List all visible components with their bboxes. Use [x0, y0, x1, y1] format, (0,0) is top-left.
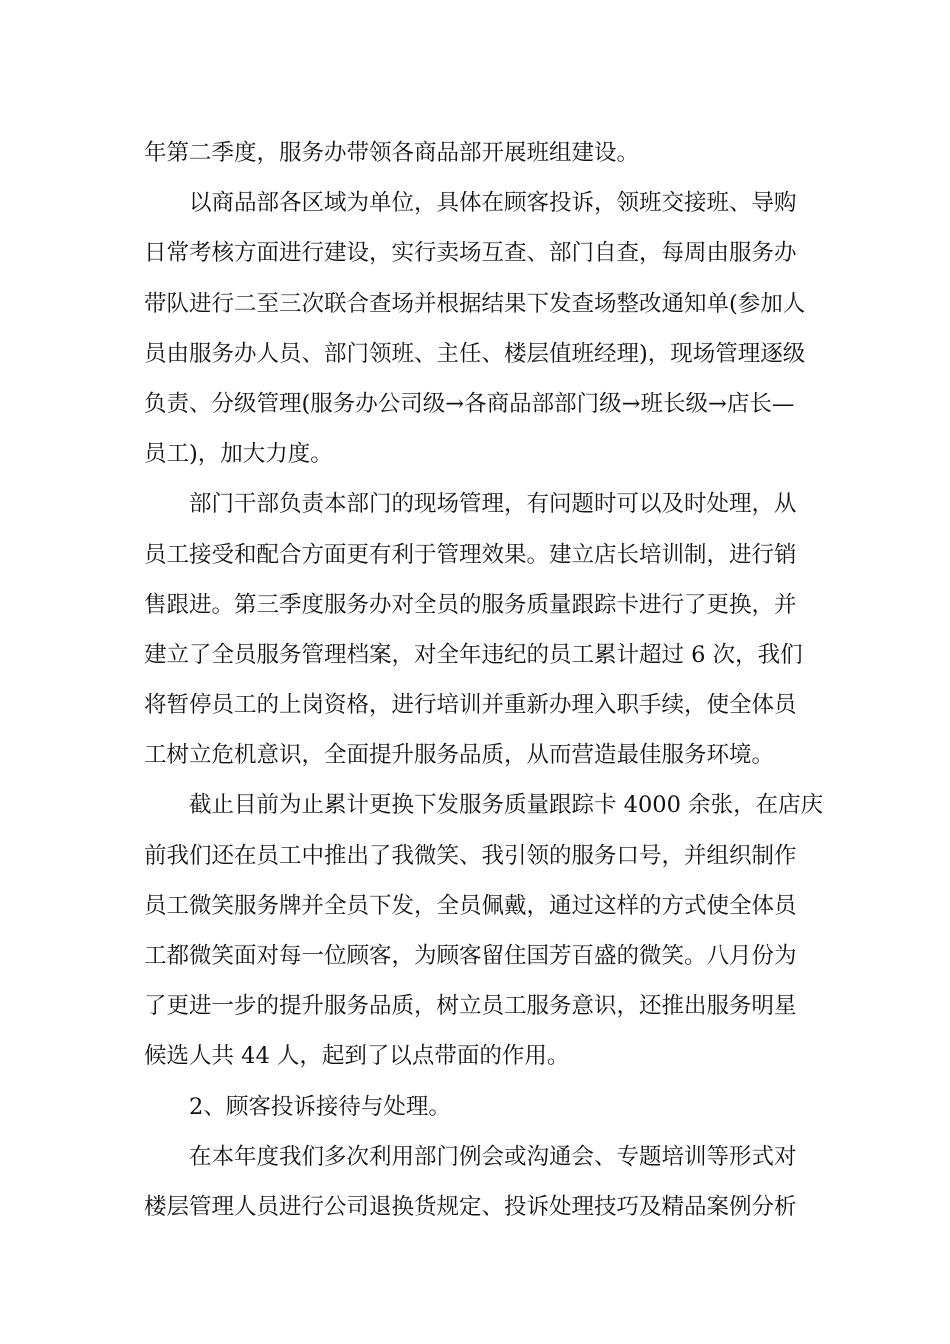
paragraph-line: 楼层管理人员进行公司退换货规定、投诉处理技巧及精品案例分析 — [144, 1193, 797, 1220]
paragraph-line: 售跟进。第三季度服务办对全员的服务质量跟踪卡进行了更换，并 — [144, 591, 797, 618]
paragraph-line: 工都微笑面对每一位顾客，为顾客留住国芳百盛的微笑。八月份为 — [144, 943, 797, 969]
paragraph-line: 在本年度我们多次利用部门例会或沟通会、专题培训等形式对 — [189, 1143, 797, 1170]
paragraph-line: 负责、分级管理(服务办公司级→各商品部部门级→班长级→店长— — [144, 390, 795, 417]
paragraph-line: 员由服务办人员、部门领班、主任、楼层值班经理)，现场管理逐级 — [144, 340, 806, 367]
paragraph-line: 员工)，加大力度。 — [144, 441, 333, 468]
paragraph-line: 建立了全员服务管理档案，对全年违纪的员工累计超过 6 次，我们 — [144, 641, 803, 668]
document-body — [144, 128, 824, 1232]
paragraph-line: 了更进一步的提升服务品质，树立员工服务意识，还推出服务明星 — [144, 993, 797, 1020]
paragraph-line: 员工微笑服务牌并全员下发，全员佩戴，通过这样的方式使全体员 — [144, 892, 797, 919]
paragraph-line: 年第二季度，服务办带领各商品部开展班组建设。 — [144, 140, 640, 166]
paragraph-line: 部门干部负责本部门的现场管理，有问题时可以及时处理，从 — [189, 491, 797, 518]
paragraph-line: 前我们还在员工中推出了我微笑、我引领的服务口号，并组织制作 — [144, 842, 797, 869]
paragraph-line: 日常考核方面进行建设，实行卖场互查、部门自查，每周由服务办 — [144, 240, 797, 267]
section-heading: 2、顾客投诉接待与处理。 — [189, 1093, 451, 1120]
paragraph-line: 带队进行二至三次联合查场并根据结果下发查场整改通知单(参加人 — [144, 290, 806, 317]
paragraph-line: 截止目前为止累计更换下发服务质量跟踪卡 4000 余张，在店庆 — [189, 792, 824, 819]
paragraph-line: 候选人共 44 人，起到了以点带面的作用。 — [144, 1043, 570, 1070]
paragraph-line: 将暂停员工的上岗资格，进行培训并重新办理入职手续，使全体员 — [144, 692, 797, 719]
paragraph-line: 工树立危机意识，全面提升服务品质，从而营造最佳服务环境。 — [144, 742, 775, 769]
paragraph-line: 员工接受和配合方面更有利于管理效果。建立店长培训制，进行销 — [144, 541, 797, 568]
paragraph-line: 以商品部各区域为单位，具体在顾客投诉，领班交接班、导购 — [189, 190, 797, 217]
